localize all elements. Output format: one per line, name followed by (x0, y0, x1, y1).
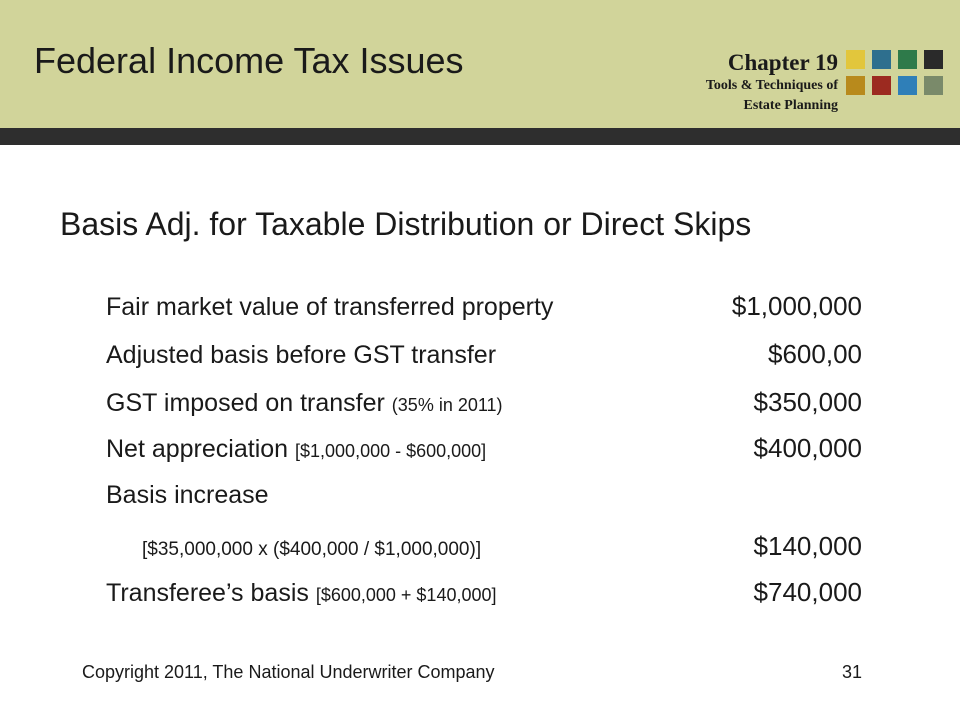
row-label: Fair market value of transferred property (106, 293, 554, 321)
square-2 (872, 50, 891, 69)
row-transferee-basis (106, 574, 862, 614)
row-value: $350,000 (753, 387, 862, 417)
slide-title: Basis Adj. for Taxable Distribution or Direct Skips (60, 206, 752, 242)
row-label: [$35,000,000 x ($400,000 / $1,000,000)] (142, 539, 482, 560)
decorative-squares (846, 50, 946, 100)
row-value: $600,00 (768, 339, 862, 369)
row-value: $140,000 (753, 531, 862, 561)
row-note: [$1,000,000 - $600,000] (295, 441, 487, 461)
row-label: Adjusted basis before GST transfer (106, 341, 497, 369)
row-note: (35% in 2011) (391, 395, 503, 415)
square-3 (898, 50, 917, 69)
row-net-appreciation (106, 430, 862, 470)
row-label: GST imposed on transfer (35% in 2011) (106, 389, 503, 417)
footer-page-number: 31 (842, 662, 863, 682)
row-label: Basis increase (106, 481, 269, 509)
chapter-subtitle-line1: Tools & Techniques of (705, 78, 838, 93)
square-1 (846, 50, 865, 69)
square-8 (924, 76, 943, 95)
chapter-block (706, 50, 838, 116)
row-fair-market-value (106, 288, 862, 328)
row-adjusted-basis (106, 336, 862, 376)
square-6 (872, 76, 891, 95)
header-title: Federal Income Tax Issues (34, 40, 464, 81)
header-divider-bar (0, 128, 960, 145)
row-basis-increase (106, 476, 862, 516)
row-label: Net appreciation [$1,000,000 - $600,000] (106, 435, 487, 463)
row-value: $1,000,000 (731, 291, 862, 321)
row-note: [$600,000 + $140,000] (315, 585, 497, 605)
chapter-subtitle-line2: Estate Planning (743, 98, 838, 113)
footer-copyright: Copyright 2011, The National Underwriter Company (82, 662, 495, 682)
row-value: $740,000 (753, 577, 862, 607)
square-4 (924, 50, 943, 69)
chapter-label: Chapter 19 (727, 50, 838, 75)
square-7 (898, 76, 917, 95)
row-value: $400,000 (753, 433, 862, 463)
row-gst-imposed (106, 384, 862, 424)
row-basis-increase-calc (106, 528, 862, 568)
square-5 (846, 76, 865, 95)
row-label: Transferee’s basis [$600,000 + $140,000] (106, 579, 497, 607)
